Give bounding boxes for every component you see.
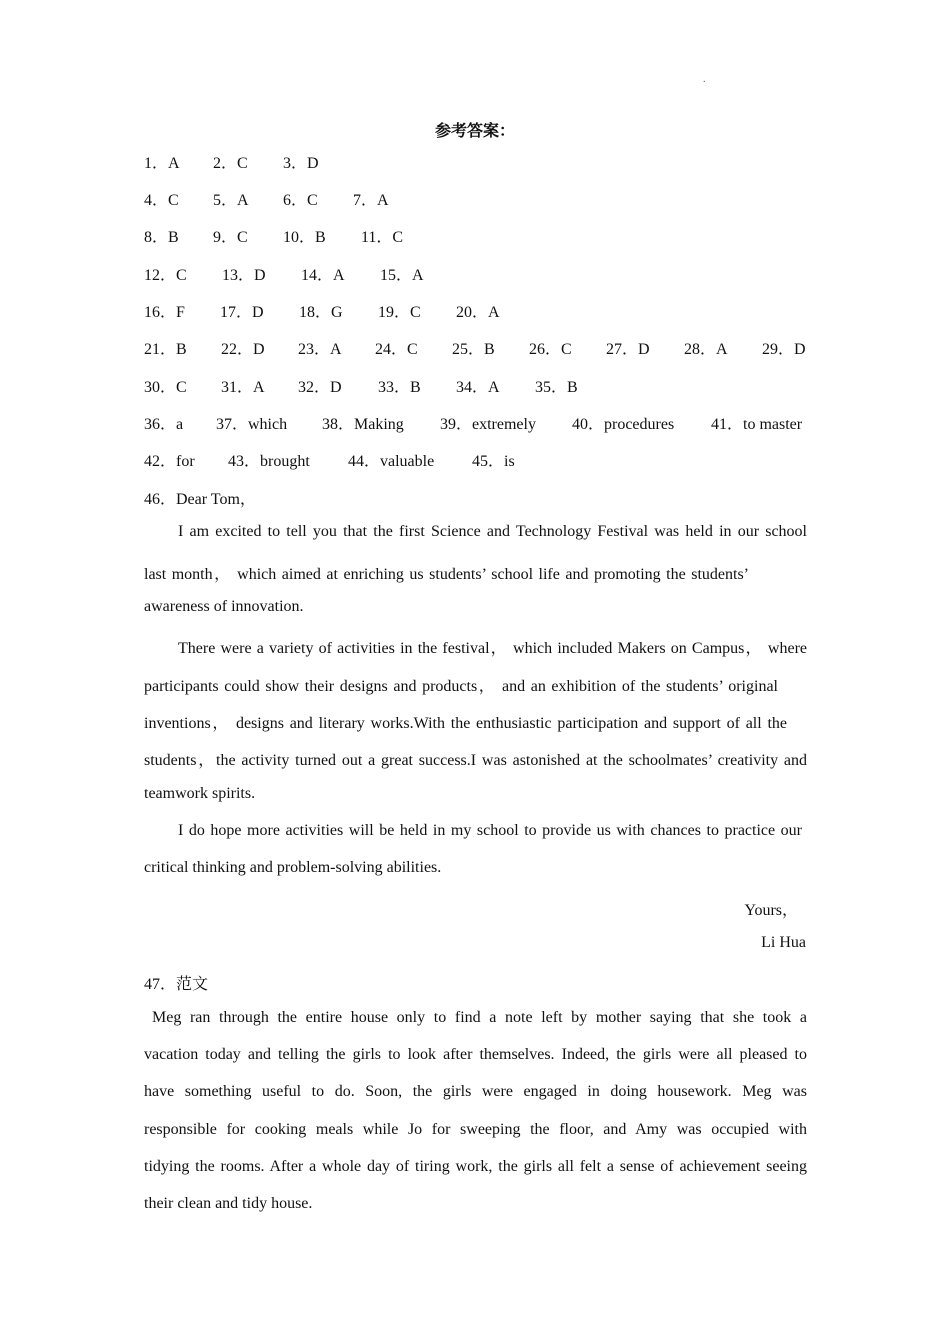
answer-item: 14．A [301,267,345,284]
answer-item: 27．D [606,341,650,358]
answer-item: 31．A [221,379,265,396]
answer-item: 5．A [213,192,249,209]
q46-closing: Yours， [744,902,798,919]
q46-p1-line: awareness of innovation. [144,598,304,615]
answer-item: 19．C [378,304,421,321]
q46-greeting: 46．Dear Tom， [144,491,256,508]
answer-item: 41．to master [711,416,803,433]
answer-item: 17．D [220,304,264,321]
answer-item: 24．C [375,341,418,358]
header-mark: . [703,74,706,85]
q47-line: Meg ran through the entire house only to find a note left by mother saying that she took a [152,1009,807,1026]
answer-item: 11．C [361,229,404,246]
q46-p2-line: inventions， designs and literary works.With the enthusiastic participation and support of all the [144,715,787,732]
answer-item: 6．C [283,192,318,209]
answer-item: 3．D [283,155,319,172]
q46-p2-line: There were a variety of activities in the festival， which included Makers on Campus， where [178,640,807,657]
q47-line: vacation today and telling the girls to look after themselves. Indeed, the girls were all pleased to [144,1046,807,1063]
answer-item: 42．for [144,453,195,470]
answer-item: 21．B [144,341,187,358]
answer-item: 37．which [216,416,288,433]
q46-p3-line: critical thinking and problem-solving abilities. [144,859,442,876]
answer-item: 32．D [298,379,342,396]
answer-item: 23．A [298,341,342,358]
q46-signature: Li Hua [761,934,806,951]
q47-line: their clean and tidy house. [144,1195,313,1212]
answer-item: 13．D [222,267,266,284]
answer-item: 39．extremely [440,416,536,433]
answer-item: 1．A [144,155,180,172]
answer-item: 4．C [144,192,179,209]
q46-p3-line: I do hope more activities will be held in my school to provide us with chances to practice our [178,822,802,839]
answer-item: 26．C [529,341,572,358]
answer-item: 22．D [221,341,265,358]
answer-item: 8．B [144,229,179,246]
q47-line: have something useful to do. Soon, the girls were engaged in doing housework. Meg was [144,1083,807,1100]
q46-p1-line: I am excited to tell you that the first Science and Technology Festival was held in our school [178,523,807,540]
answer-item: 45．is [472,453,515,470]
answer-item: 28．A [684,341,728,358]
answer-item: 35．B [535,379,578,396]
answer-item: 33．B [378,379,421,396]
answer-item: 36．a [144,416,184,433]
answer-item: 40．procedures [572,416,675,433]
q47-line: tidying the rooms. After a whole day of tiring work, the girls all felt a sense of achievement seeing [144,1158,807,1175]
answer-item: 29．D [762,341,806,358]
q46-p2-line: participants could show their designs and products， and an exhibition of the students’ original [144,678,778,695]
answer-item: 15．A [380,267,424,284]
answer-item: 43．brought [228,453,310,470]
q47-label: 47．范文 [144,976,209,993]
answer-item: 7．A [353,192,389,209]
q47-line: responsible for cooking meals while Jo for sweeping the floor, and Amy was occupied with [144,1121,807,1138]
q46-p2-line: teamwork spirits. [144,785,256,802]
page-title: 参考答案： [434,121,515,140]
answer-item: 20．A [456,304,500,321]
answer-item: 16．F [144,304,185,321]
answer-item: 9．C [213,229,248,246]
answer-item: 2．C [213,155,248,172]
q46-p2-line: students，the activity turned out a great success.I was astonished at the schoolmates’ creativity and [144,752,807,769]
answer-item: 34．A [456,379,500,396]
answer-item: 30．C [144,379,187,396]
answer-item: 10．B [283,229,326,246]
answer-item: 12．C [144,267,187,284]
answer-item: 38．Making [322,416,404,433]
q46-p1-line: last month， which aimed at enriching us students’ school life and promoting the students’ [144,566,749,583]
answer-item: 44．valuable [348,453,435,470]
answer-item: 18．G [299,304,343,321]
answer-item: 25．B [452,341,495,358]
